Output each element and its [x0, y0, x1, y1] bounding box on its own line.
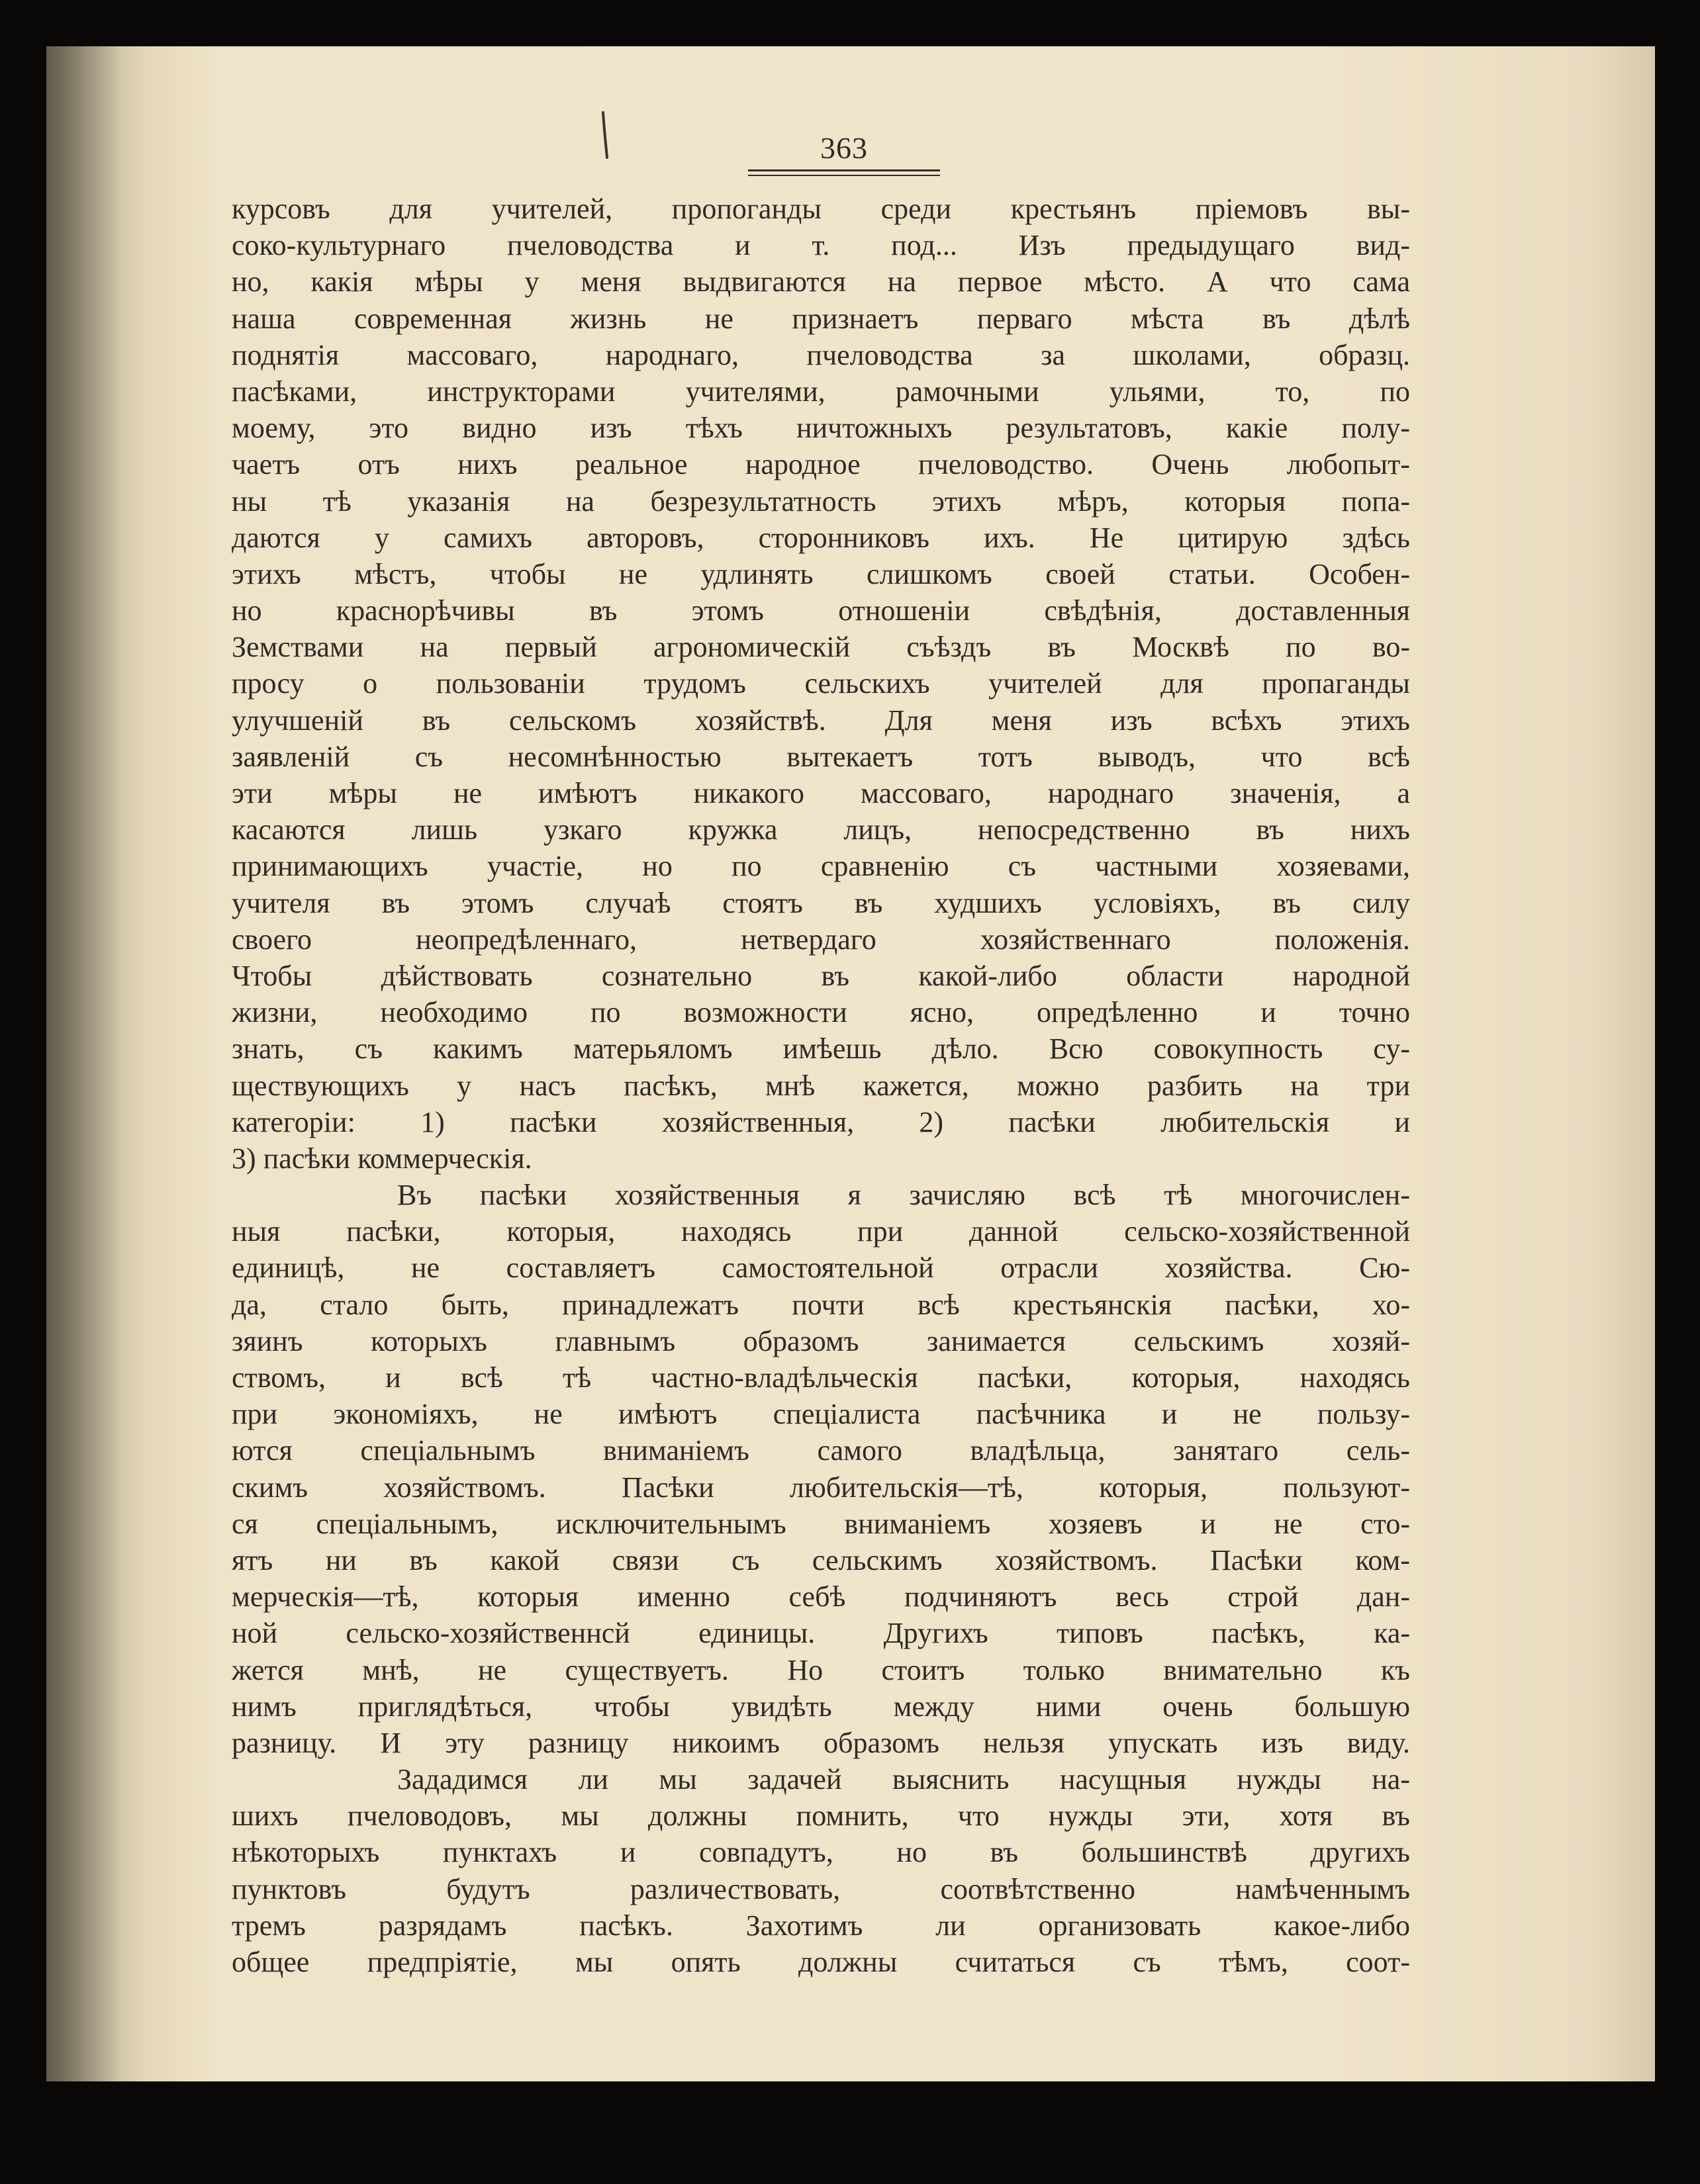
text-line: ныя пасѣки, которыя, находясь при данной сельско-хозяйственной	[232, 1215, 1410, 1248]
text-line: зяинъ которыхъ главнымъ образомъ занимается сельскимъ хозяй-	[232, 1324, 1410, 1357]
text-line: жется мнѣ, не существуетъ. Но стоитъ только внимательно къ	[232, 1653, 1410, 1686]
text-line: просу о пользованіи трудомъ сельскихъ учителей для пропаганды	[232, 667, 1410, 700]
text-line: да, стало быть, принадлежатъ почти всѣ крестьянскія пасѣки, хо-	[232, 1288, 1410, 1321]
text-line: поднятія массоваго, народнаго, пчеловодства за школами, образц.	[232, 338, 1410, 371]
text-line: знать, съ какимъ матерьяломъ имѣешь дѣло. Всю совокупность су-	[232, 1032, 1410, 1066]
text-line: даются у самихъ авторовъ, сторонниковъ ихъ. Не цитирую здѣсь	[232, 521, 1410, 554]
text-line: чаетъ отъ нихъ реальное народное пчеловодство. Очень любопыт-	[232, 448, 1410, 481]
text-line: моему, это видно изъ тѣхъ ничтожныхъ результатовъ, какіе полу-	[232, 412, 1410, 445]
text-line: соко-культурнаго пчеловодства и т. под... Изъ предыдущаго вид-	[232, 229, 1410, 262]
text-line: эти мѣры не имѣютъ никакого массоваго, народнаго значенія, а	[232, 777, 1410, 809]
body-text	[232, 191, 1410, 1980]
paragraph-start-line: Въ пасѣки хозяйственныя я зачисляю всѣ тѣ многочислен-	[397, 1179, 1410, 1212]
text-line: своего неопредѣленнаго, нетвердаго хозяйственнаго положенія.	[232, 923, 1410, 956]
header-rule-bottom	[748, 175, 940, 176]
page-header	[748, 130, 940, 176]
text-line: принимающихъ участіе, но по сравненію съ частными хозяевами,	[232, 850, 1410, 883]
text-line: разницу. И эту разницу никоимъ образомъ нельзя упускать изъ виду.	[232, 1726, 1410, 1759]
text-line: но, какія мѣры у меня выдвигаются на первое мѣсто. А что сама	[232, 265, 1410, 298]
page-gutter-shadow	[46, 46, 119, 2081]
text-line: пунктовъ будутъ различествовать, соотвѣтственно намѣченнымъ	[232, 1872, 1410, 1905]
text-line: ятъ ни въ какой связи съ сельскимъ хозяйствомъ. Пасѣки ком-	[232, 1543, 1410, 1576]
text-line: курсовъ для учителей, пропоганды среди крестьянъ пріемовъ вы-	[232, 193, 1410, 225]
text-line: скимъ хозяйствомъ. Пасѣки любительскія—тѣ, которыя, пользуют-	[232, 1471, 1410, 1504]
text-line: 3) пасѣки коммерческія.	[232, 1142, 532, 1175]
paragraph-start-line: Зададимся ли мы задачей выяснить насущныя нужды на-	[397, 1763, 1410, 1796]
text-line: учителя въ этомъ случаѣ стоятъ въ худшихъ условіяхъ, въ силу	[232, 886, 1410, 919]
text-line: ся спеціальнымъ, исключительнымъ вниманіемъ хозяевъ и не сто-	[232, 1507, 1410, 1540]
text-line: но краснорѣчивы въ этомъ отношеніи свѣдѣнія, доставленныя	[232, 594, 1410, 627]
text-line: нѣкоторыхъ пунктахъ и совпадутъ, но въ большинствѣ другихъ	[232, 1836, 1410, 1869]
text-line: ной сельско-хозяйственнсй единицы. Другихъ типовъ пасѣкъ, ка-	[232, 1617, 1410, 1650]
pencil-mark-icon	[601, 111, 609, 159]
text-line: пасѣками, инструкторами учителями, рамочными ульями, то, по	[232, 375, 1410, 408]
text-line: касаются лишь узкаго кружка лицъ, непосредственно въ нихъ	[232, 813, 1410, 846]
text-line: ны тѣ указанія на безрезультатность этихъ мѣръ, которыя попа-	[232, 484, 1410, 518]
text-line: шихъ пчеловодовъ, мы должны помнить, что нужды эти, хотя въ	[232, 1799, 1410, 1833]
text-line: при экономіяхъ, не имѣютъ спеціалиста пасѣчника и не пользу-	[232, 1398, 1410, 1431]
text-line: Чтобы дѣйствовать сознательно въ какой-либо области народной	[232, 959, 1410, 992]
text-line: категоріи: 1) пасѣки хозяйственныя, 2) пасѣки любительскія и	[232, 1105, 1410, 1138]
header-rule-top	[748, 169, 940, 171]
text-line: ществующихъ у насъ пасѣкъ, мнѣ кажется, можно разбить на три	[232, 1069, 1410, 1102]
text-line: наша современная жизнь не признаетъ перваго мѣста въ дѣлѣ	[232, 302, 1410, 335]
text-line: единицѣ, не составляетъ самостоятельной отрасли хозяйства. Сю-	[232, 1251, 1410, 1285]
text-line: жизни, необходимо по возможности ясно, опредѣленно и точно	[232, 996, 1410, 1029]
page-number: 363	[820, 131, 868, 165]
text-line: Земствами на первый агрономическій съѣздъ въ Москвѣ по во-	[232, 631, 1410, 664]
text-line: этихъ мѣстъ, чтобы не удлинять слишкомъ своей статьи. Особен-	[232, 557, 1410, 590]
text-line: заявленій съ несомнѣнностью вытекаетъ тотъ выводъ, что всѣ	[232, 740, 1410, 773]
text-line: мерческія—тѣ, которыя именно себѣ подчиняютъ весь строй дан-	[232, 1580, 1410, 1614]
text-line: ются спеціальнымъ вниманіемъ самого владѣльца, занятаго сель-	[232, 1434, 1410, 1467]
text-line: тремъ разрядамъ пасѣкъ. Захотимъ ли организовать какое-либо	[232, 1909, 1410, 1942]
text-line: улучшеній въ сельскомъ хозяйствѣ. Для меня изъ всѣхъ этихъ	[232, 704, 1410, 737]
text-line: нимъ приглядѣться, чтобы увидѣть между ними очень большую	[232, 1690, 1410, 1723]
text-line: общее предпріятіе, мы опять должны считаться съ тѣмъ, соот-	[232, 1946, 1410, 1978]
text-line: ствомъ, и всѣ тѣ частно-владѣльческія пасѣки, которыя, находясь	[232, 1361, 1410, 1394]
